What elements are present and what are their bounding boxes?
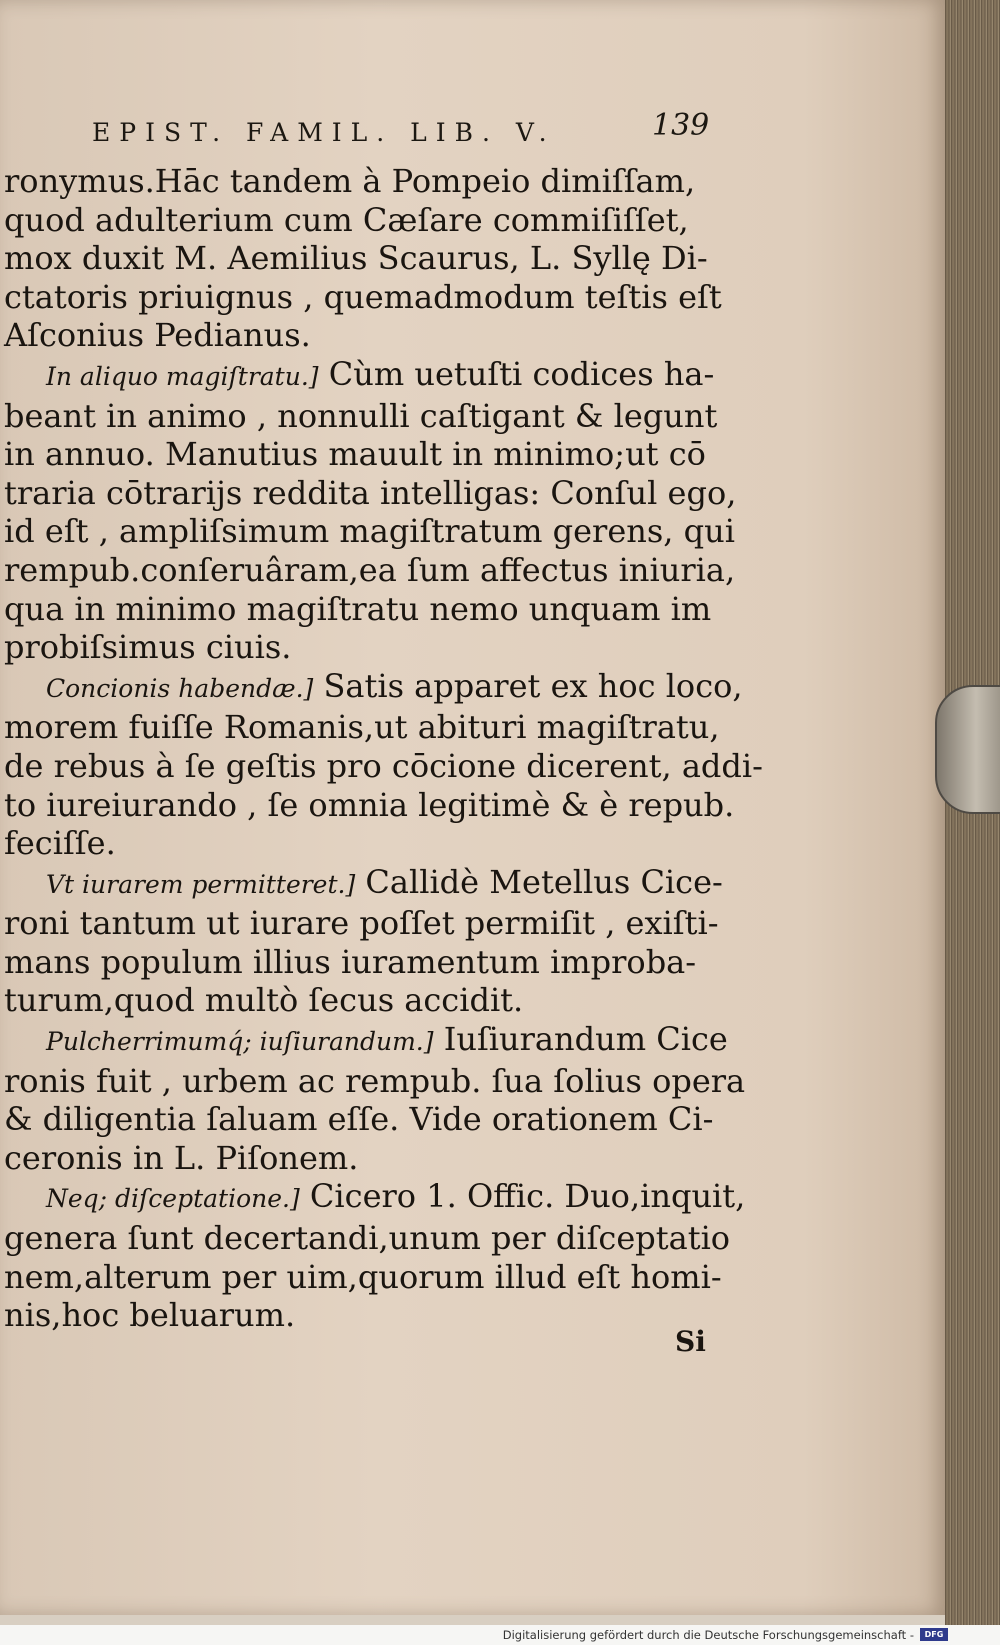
text-line: id eſt , ampliſsimum magiſtratum gerens, qui <box>4 512 735 551</box>
note-text: Satis apparet ex hoc loco, <box>313 666 743 705</box>
book-clasp <box>935 685 1000 814</box>
text-line: Aſconius Pedianus. <box>4 316 311 355</box>
footer-bar <box>0 1625 1000 1645</box>
text-line: traria cōtrarijs reddita intelligas: Conſul ego, <box>4 473 737 512</box>
lemma: Vt iurarem permitteret.] <box>46 869 356 899</box>
running-head: EPIST. FAMIL. LIB. V. <box>92 118 556 147</box>
note-first-line <box>4 666 743 709</box>
text-line: probiſsimus ciuis. <box>4 628 292 667</box>
text-line: to iureiurando , ſe omnia legitimè & è repub. <box>4 785 735 824</box>
note-text: Cicero 1. Offic. Duo,inquit, <box>299 1177 746 1216</box>
text-line: ceronis in L. Piſonem. <box>4 1138 359 1177</box>
note-first-line <box>4 1177 746 1219</box>
note-first-line <box>4 354 715 397</box>
text-line: ctatoris priuignus , quemadmodum teſtis eſt <box>4 277 722 316</box>
note-concionis <box>4 666 763 863</box>
text-line: nis,hoc beluarum. <box>4 1296 296 1335</box>
lemma: In aliquo magiſtratu.] <box>46 361 319 391</box>
lemma: Neq; diſceptatione.] <box>46 1184 300 1214</box>
note-neque-disceptatione <box>4 1177 746 1335</box>
note-first-line <box>4 1020 728 1062</box>
text-line: rempub.conſeruâram,ea ſum affectus iniuria, <box>4 550 736 589</box>
note-text: Iuſiurandum Cice <box>433 1020 728 1059</box>
text-line: turum,quod multò ſecus accidit. <box>4 981 524 1020</box>
text-line: & diligentia ſaluam eſſe. Vide orationem Ci- <box>4 1100 714 1139</box>
note-text: Callidè Metellus Cice- <box>355 862 723 901</box>
lemma: Concionis habendæ.] <box>46 673 314 703</box>
text-line: ronis fuit , urbem ac rempub. ſua ſolius opera <box>4 1061 746 1100</box>
text-line: nem,alterum per uim,quorum illud eſt homi- <box>4 1257 722 1296</box>
page-number: 139 <box>652 108 710 143</box>
text-line: in annuo. Manutius mauult in minimo;ut cō <box>4 435 706 474</box>
text-line: mox duxit M. Aemilius Scaurus, L. Syllę Di- <box>4 239 708 278</box>
text-line: mans populum illius iuramentum improba- <box>4 942 697 981</box>
note-ut-iurarem <box>4 862 723 1020</box>
text-line: ronymus.Hāc tandem à Pompeio dimiſſam, <box>4 162 696 200</box>
text-line: morem fuiſſe Romanis,ut abituri magiſtratu, <box>4 708 720 747</box>
text-line: de rebus à ſe geſtis pro cōcione dicerent, addi- <box>4 746 763 785</box>
catchword: Si <box>675 1325 706 1358</box>
funding-credit: Digitalisierung gefördert durch die Deutsche Forschungsgemeinschaft - <box>502 1628 914 1642</box>
note-text: Cùm uetuſti codices ha- <box>318 354 715 393</box>
dfg-logo-icon: DFG <box>920 1628 948 1641</box>
note-in-aliquo <box>4 354 737 667</box>
text-line: feciſſe. <box>4 824 116 863</box>
text-line: beant in animo , nonnulli caſtigant & legunt <box>4 396 718 435</box>
lemma: Pulcherrimumq́; iuſiurandum.] <box>46 1027 434 1057</box>
text-line: quod adulterium cum Cæſare commiſiſſet, <box>4 200 689 239</box>
text-line: qua in minimo magiſtratu nemo unquam im <box>4 589 712 628</box>
page-body <box>4 162 763 1335</box>
text-line: genera ſunt decertandi,unum per diſceptatio <box>4 1219 731 1258</box>
text-line: roni tantum ut iurare poſſet permiſit , exiſti- <box>4 904 719 943</box>
note-first-line <box>4 862 723 905</box>
opening-paragraph <box>4 162 722 355</box>
note-pulcherrimum <box>4 1020 746 1177</box>
